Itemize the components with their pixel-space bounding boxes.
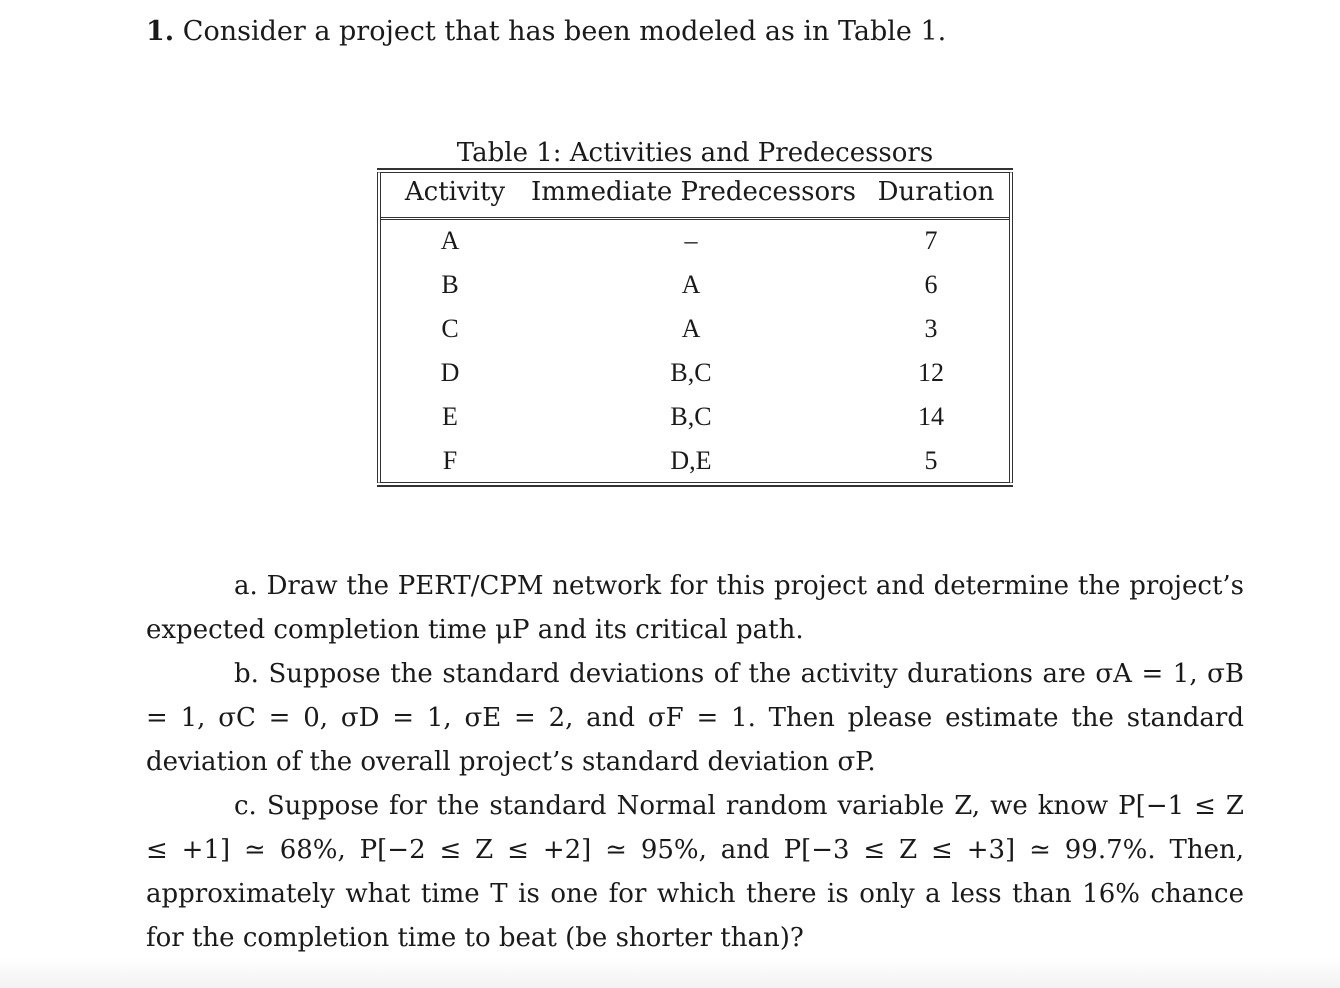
cell-duration: 6 (924, 270, 938, 299)
cell-duration: 14 (918, 402, 944, 431)
cell-duration: 12 (918, 358, 944, 387)
table-header-row (381, 173, 1009, 220)
cell-activity: D (440, 358, 460, 387)
cell-activity: B (441, 270, 459, 299)
cell-duration: 7 (924, 226, 938, 255)
cell-activity: C (441, 314, 459, 343)
page-bottom-shade (0, 958, 1340, 988)
part-b-text: b. Suppose the standard deviations of the activity durations are σA = 1, σB = 1, σC = 0, σD = 1, σE = 2, and σF = 1. Then please estimate the standard deviation of the overall project’s standard deviation σP. (146, 659, 1244, 777)
question-parts (146, 564, 1244, 960)
cell-activity: A (440, 226, 460, 255)
cell-duration: 3 (924, 314, 938, 343)
cell-activity: F (442, 446, 458, 475)
question-number: 1. (146, 16, 175, 47)
cell-predecessors: A (681, 314, 701, 343)
table-caption: Table 1: Activities and Predecessors (456, 138, 934, 168)
cell-predecessors: A (681, 270, 701, 299)
activities-table (377, 168, 1013, 487)
cell-predecessors: B,C (670, 402, 712, 431)
cell-activity: E (442, 402, 458, 431)
part-c-text: c. Suppose for the standard Normal random variable Z, we know P[−1 ≤ Z ≤ +1] ≃ 68%, P[−2 ≤ Z ≤ +2] ≃ 95%, and P[−3 ≤ Z ≤ +3] ≃ 99.7%. Then, approximately what time T is one for which there is only a less than 16% chance for the completion time to beat (be shorter than)? (146, 791, 1244, 953)
header-activity: Activity (404, 177, 506, 207)
cell-predecessors: B,C (670, 358, 712, 387)
part-a-text: a. Draw the PERT/CPM network for this project and determine the project’s expected completion time μP and its critical path. (146, 571, 1244, 645)
cell-duration: 5 (924, 446, 938, 475)
table-frame (377, 172, 1013, 483)
question-text: Consider a project that has been modeled as in Table 1. (182, 16, 947, 47)
question-heading (146, 16, 946, 47)
cell-predecessors: D,E (670, 446, 712, 475)
cell-predecessors: – (684, 226, 698, 255)
header-duration: Duration (877, 177, 995, 207)
header-immediate-predecessors: Immediate Predecessors (531, 177, 856, 207)
